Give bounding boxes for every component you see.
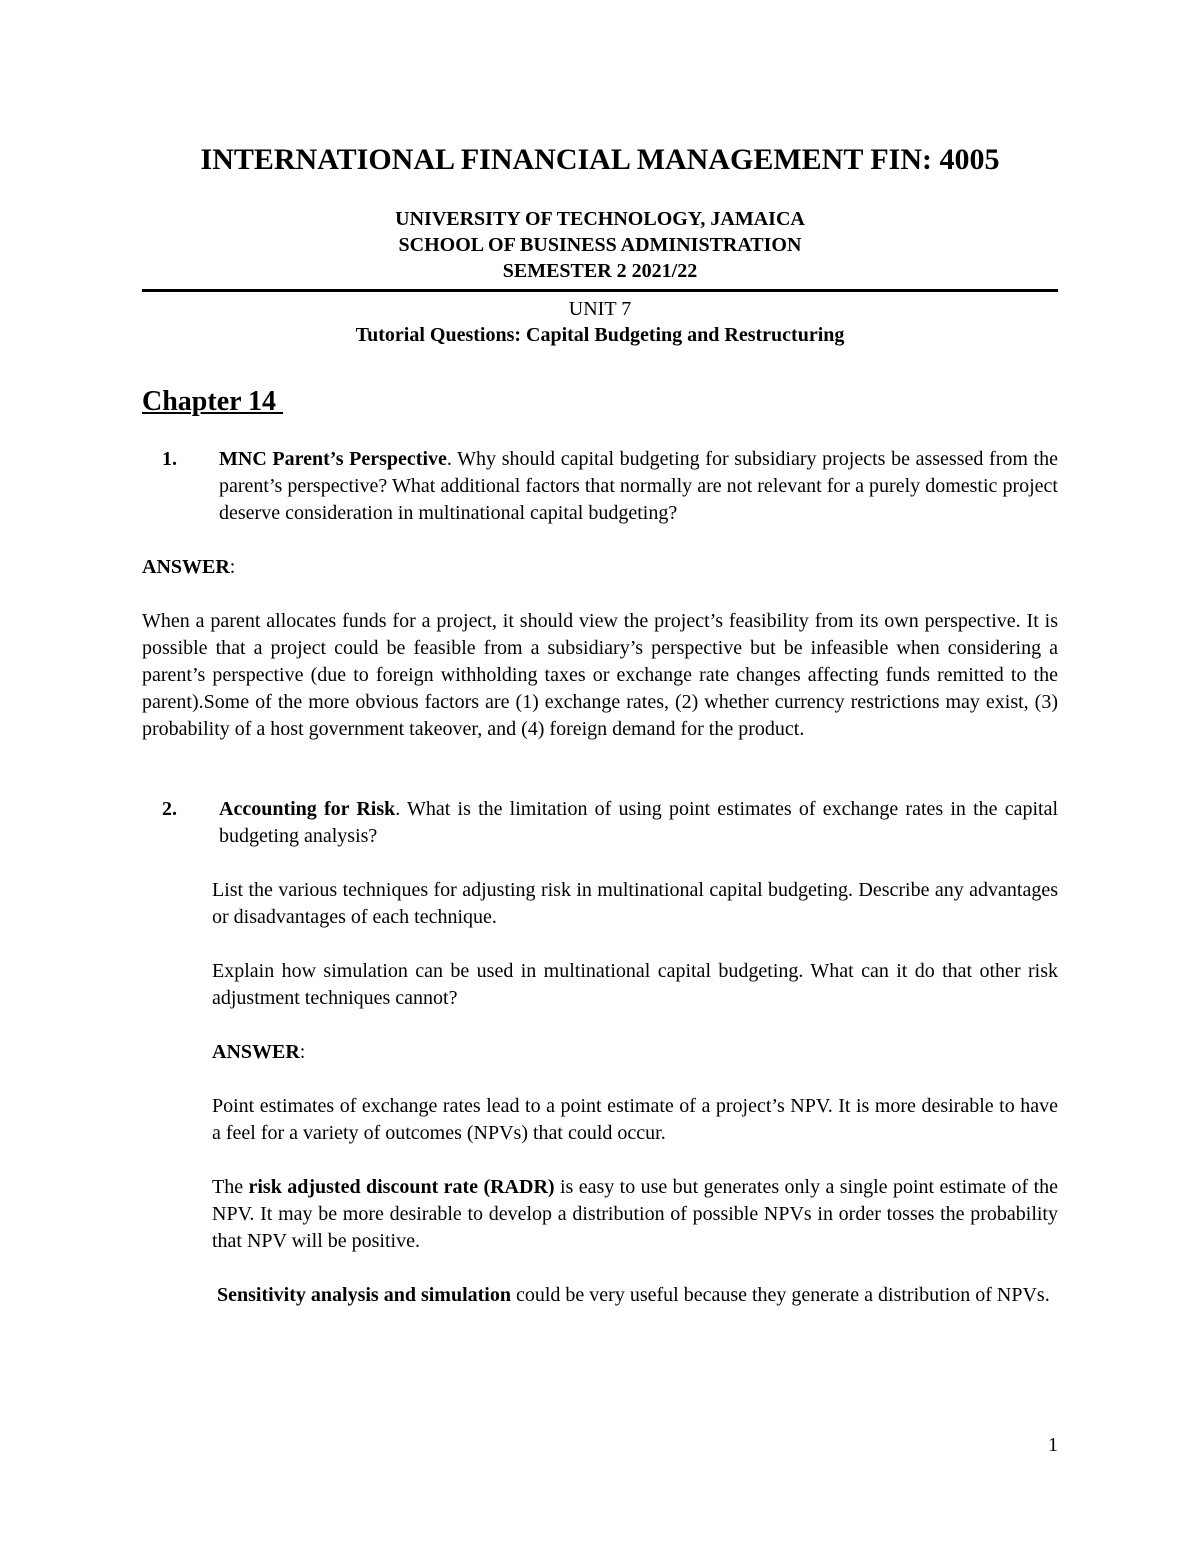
question-heading: MNC Parent’s Perspective [219,448,447,470]
university-name: UNIVERSITY OF TECHNOLOGY, JAMAICA [395,208,805,230]
page-number: 1 [1048,1434,1058,1456]
school-name: SCHOOL OF BUSINESS ADMINISTRATION [398,234,802,256]
answer-label-1: ANSWER: [142,556,236,578]
sensitivity-term: Sensitivity analysis and simulation [217,1284,511,1306]
course-title: INTERNATIONAL FINANCIAL MANAGEMENT FIN: 4005 [200,143,1000,176]
question-2-part-2: List the various techniques for adjusting risk in multinational capital budgeting. Describe any advantages or disadvantages of each technique. [212,879,1058,928]
answer-label-2: ANSWER: [212,1041,306,1063]
institution-block [142,206,1058,284]
tutorial-heading [142,322,1058,348]
question-1 [142,446,1058,527]
question-2 [142,796,1058,850]
chapter-heading: Chapter 14 [142,386,284,417]
answer-1-text: When a parent allocates funds for a project, it should view the project’s feasibility from its own perspective. It is possible that a project could be feasible from a subsidiary’s perspective but be infeasible when considering a parent’s perspective (due to foreign withholding taxes or exchange rate changes affecting funds remitted to the parent).Some of the more obvious factors are (1) exchange rates, (2) whether currency restrictions may exist, (3) probability of a host government takeover, and (4) foreign demand for the product. [142,610,1058,740]
header-divider [142,289,1058,292]
answer-2-para-1: Point estimates of exchange rates lead to a point estimate of a project’s NPV. It is more desirable to have a feel for a variety of outcomes (NPVs) that could occur. [212,1095,1058,1144]
question-number: 1. [162,448,177,470]
tutorial-label: Tutorial Questions: [355,324,522,346]
unit-label: UNIT 7 [568,298,632,320]
question-text [219,796,1058,850]
question-body: . What is the limitation of using point estimates of exchange rates in the capital budgeting analysis? [219,798,1058,847]
question-heading: Accounting for Risk [219,798,396,820]
question-text [219,446,1058,527]
semester-label: SEMESTER 2 2021/22 [502,260,698,282]
radr-term: risk adjusted discount rate (RADR) [248,1176,555,1198]
question-2-part-3: Explain how simulation can be used in multinational capital budgeting. What can it do that other risk adjustment techniques cannot? [212,960,1058,1009]
tutorial-topic: Capital Budgeting and Restructuring [521,324,845,346]
answer-2-para-2: The risk adjusted discount rate (RADR) is easy to use but generates only a single point estimate of the NPV. It may be more desirable to develop a distribution of possible NPVs in order tosses the probability that NPV will be positive. [212,1176,1059,1252]
question-number: 2. [162,798,177,820]
answer-2-para-3: Sensitivity analysis and simulation could be very useful because they generate a distribution of NPVs. [217,1284,1050,1306]
question-body: . Why should capital budgeting for subsidiary projects be assessed from the parent’s perspective? What additional factors that normally are not relevant for a purely domestic project deserve consideration in multinational capital budgeting? [219,448,1058,524]
page-content [142,140,1058,1309]
